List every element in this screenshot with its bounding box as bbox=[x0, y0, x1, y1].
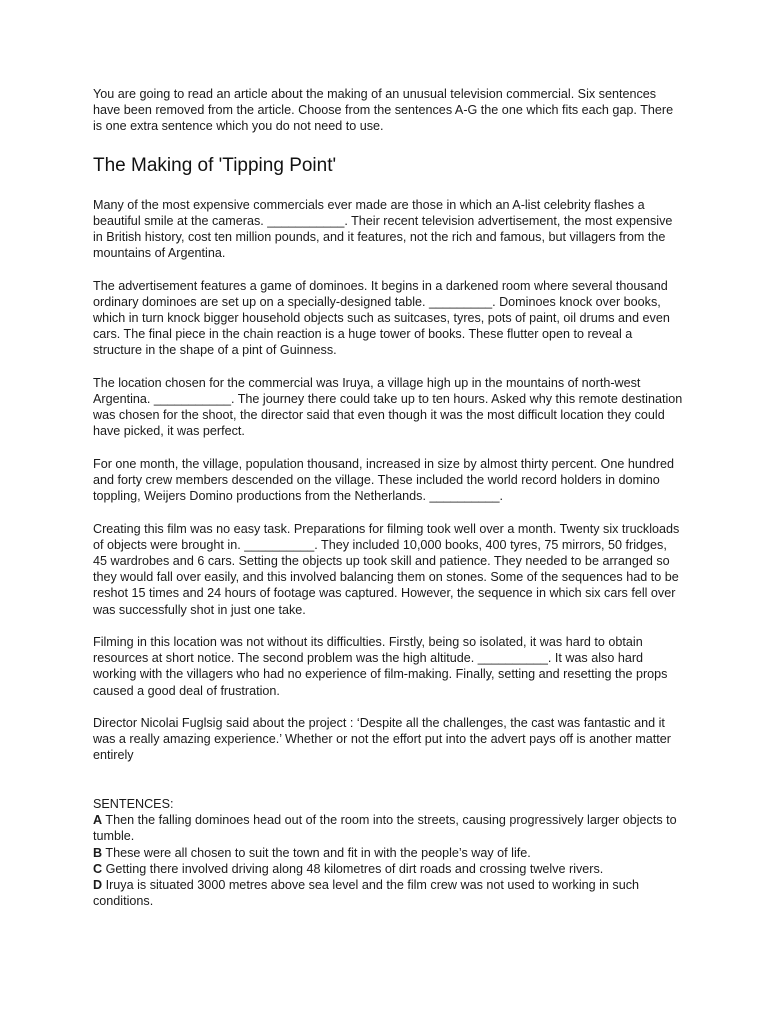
sentences-heading: SENTENCES: bbox=[93, 797, 174, 811]
article-paragraph-1: Many of the most expensive commercials ever made are those in which an A-list celebrity flashes a beautiful smile at the cameras. ___________. Their recent television advertisement, the most expensive in British history, cost ten million pounds, and it features, not the rich and famous, but villagers from the mountains of Argentina. bbox=[93, 197, 673, 261]
section-spacer bbox=[93, 780, 683, 796]
article-paragraph-2: The advertisement features a game of dominoes. It begins in a darkened room where several thousand ordinary dominoes are set up on a specially-designed table. _________. Dominoes knock over books, which in turn knock bigger household objects such as suitcases, tyres, pots of paint, oil drums and even cars. The final piece in the chain reaction is a huge tower of books. These flutter open to reveal a structure in the shape of a pint of Guinness. bbox=[93, 278, 670, 358]
document-page bbox=[93, 86, 683, 909]
sentence-c bbox=[93, 861, 683, 877]
sentence-d bbox=[93, 877, 683, 909]
sentence-text: These were all chosen to suit the town and fit in with the people’s way of life. bbox=[102, 845, 531, 860]
sentences-section bbox=[93, 796, 683, 909]
sentence-text: Getting there involved driving along 48 kilometres of dirt roads and crossing twelve rivers. bbox=[102, 861, 604, 876]
sentence-text: Then the falling dominoes head out of the room into the streets, causing progressively larger objects to tumble. bbox=[93, 813, 677, 844]
article-paragraph-7: Director Nicolai Fuglsig said about the project : ‘Despite all the challenges, the cast was fantastic and it was a really amazing experience.’ Whether or not the effort put into the advert pays off is another matter entirely bbox=[93, 716, 671, 763]
sentence-letter: B bbox=[93, 845, 103, 860]
article-paragraph-4: For one month, the village, population thousand, increased in size by almost thirty percent. One hundred and forty crew members descended on the village. These included the world record holders in domino toppling, Weijers Domino productions from the Netherlands. __________. bbox=[93, 456, 675, 504]
sentence-a bbox=[93, 812, 683, 844]
article-paragraph-5: Creating this film was no easy task. Preparations for filming took well over a month. Twenty six truckloads of objects were brought in. __________. They included 10,000 books, 400 tyres, 75 mirrors, 50 fridges, 45 wardrobes and 6 cars. Setting the objects up took skill and patience. They needed to be arranged so they would fall over easily, and this involved balancing them on stones. Some of the sequences had to be reshot 15 times and 24 hours of footage was captured. However, the sequence in which six cars fell over was successfully shot in just one take. bbox=[93, 521, 680, 617]
sentence-text: Iruya is situated 3000 metres above sea level and the film crew was not used to working in such conditions. bbox=[93, 878, 640, 909]
article-paragraph-6: Filming in this location was not without its difficulties. Firstly, being so isolated, it was hard to obtain resources at short notice. The second problem was the high altitude. __________. It was also hard working with the villagers who had no experience of film-making. Finally, setting and resetting the props caused a good deal of frustration. bbox=[93, 635, 668, 698]
sentence-letter: A bbox=[93, 813, 103, 828]
sentence-letter: C bbox=[93, 861, 103, 876]
article-title: The Making of 'Tipping Point' bbox=[93, 154, 337, 176]
article-paragraph-3: The location chosen for the commercial was Iruya, a village high up in the mountains of north-west Argentina. ___________. The journey there could take up to ten hours. Asked why this remote destination was chosen for the shoot, the director said that even though it was the most difficult location they could have picked, it was perfect. bbox=[93, 375, 683, 439]
sentence-b bbox=[93, 845, 683, 861]
instructions-text: You are going to read an article about the making of an unusual television commercial. Six sentences have been removed from the article. Choose from the sentences A-G the one which fits each gap. There is one extra sentence which you do not need to use. bbox=[93, 87, 674, 134]
sentence-letter: D bbox=[93, 878, 103, 893]
